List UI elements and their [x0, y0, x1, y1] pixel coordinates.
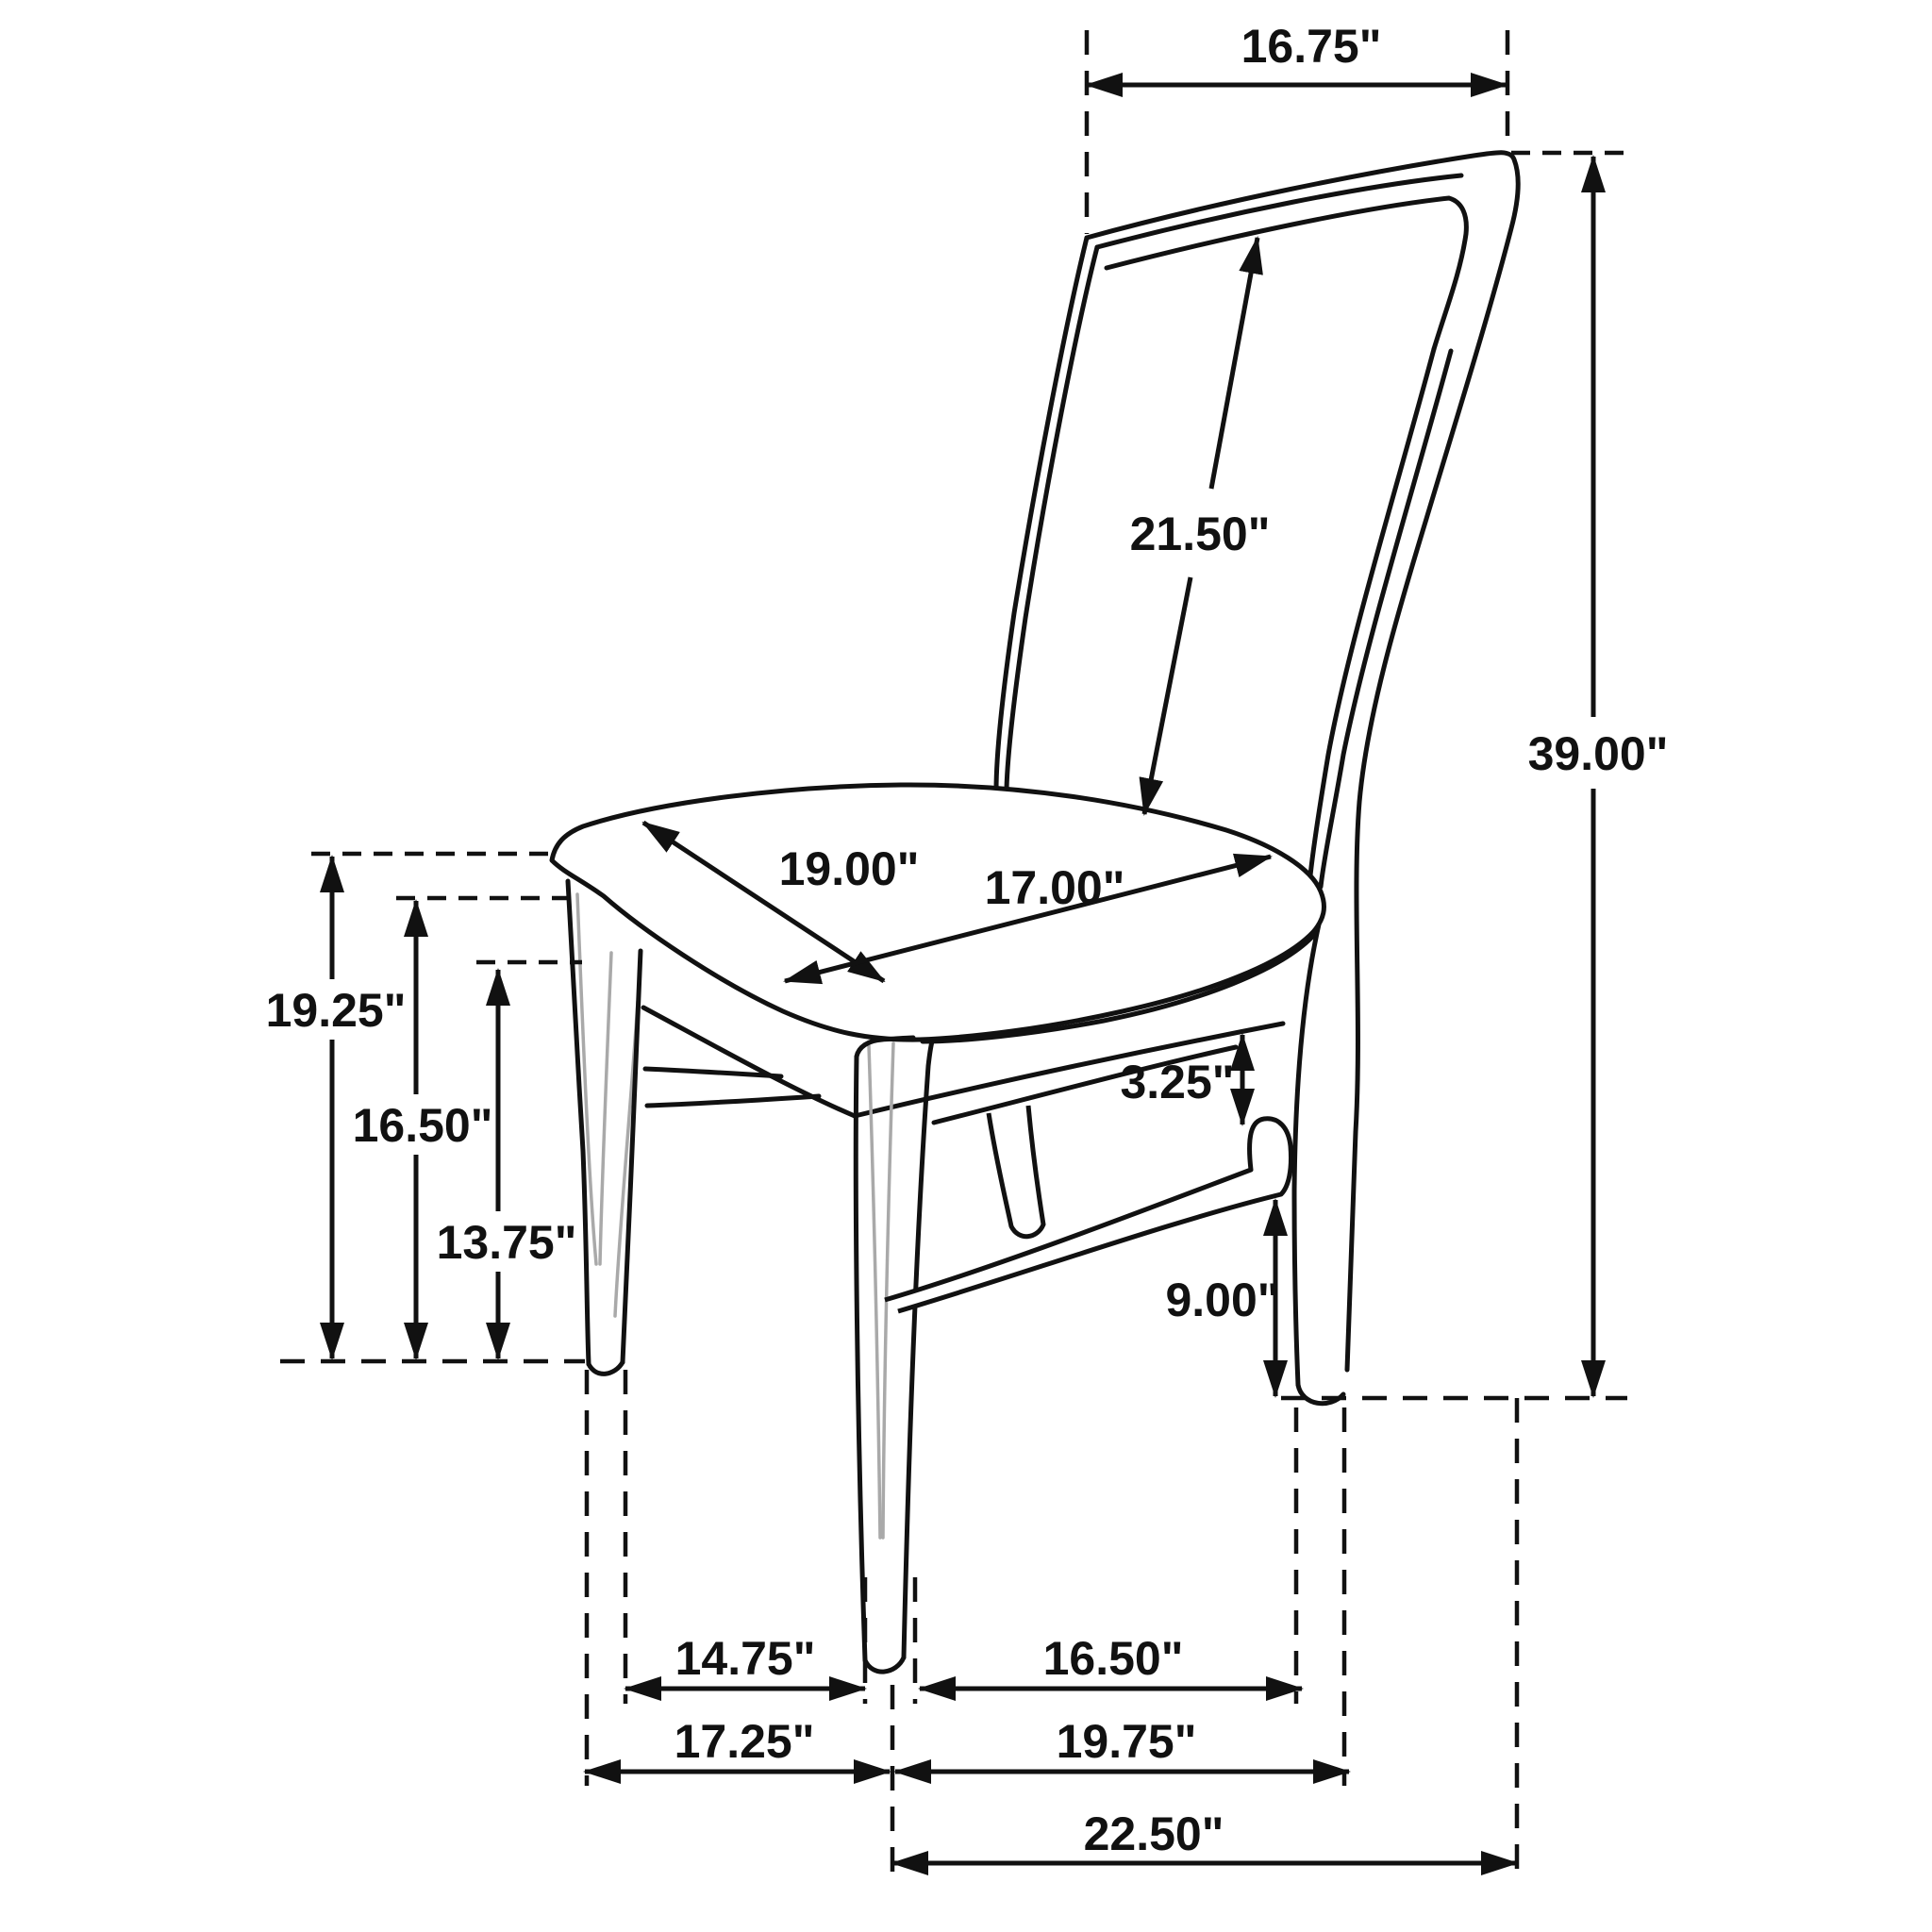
dim-stretcher-height [1165, 1200, 1279, 1396]
dim-back-height [1130, 238, 1271, 814]
dim-overall-depth [892, 1807, 1517, 1863]
dimension-label: 21.50" [1129, 508, 1271, 560]
rear-leg-front-edge [1294, 924, 1319, 1385]
back-right-front-edge-b [1321, 351, 1451, 887]
chair-seat [552, 785, 1324, 1041]
dimension-label: 16.50" [1042, 1632, 1184, 1685]
dimension-arrow [1211, 238, 1257, 489]
dimension-label: 3.25" [1120, 1056, 1235, 1108]
dim-side-leg-spacing [920, 1632, 1302, 1689]
dim-seat-frame-height [353, 901, 493, 1358]
dimension-arrow [1144, 577, 1191, 814]
dim-back-top-width [1087, 20, 1507, 85]
dim-front-depth-section [585, 1715, 890, 1772]
back-top-and-rear-edge [1087, 153, 1518, 1370]
dimension-label: 19.25" [265, 984, 407, 1037]
dimension-label: 17.25" [674, 1715, 815, 1768]
front-right-leg [856, 1038, 932, 1672]
seat-cushion-outline [552, 785, 1324, 1040]
dimension-label: 14.75" [675, 1632, 816, 1685]
dim-front-leg-spacing [625, 1632, 865, 1689]
dimension-label: 16.50" [352, 1099, 493, 1152]
dimension-label: 17.00" [984, 861, 1125, 914]
dim-rear-depth-section [895, 1715, 1349, 1772]
dim-apron-clearance [437, 970, 577, 1358]
dimension-label: 9.00" [1165, 1274, 1280, 1326]
dimension-label: 16.75" [1241, 20, 1382, 73]
front-right-leg-grain2 [883, 1043, 893, 1538]
front-right-leg-right-edge [904, 1041, 932, 1657]
left-stretcher-bottom [647, 1096, 819, 1106]
front-right-leg-grain [869, 1045, 880, 1538]
front-left-leg-grain2 [600, 953, 611, 1264]
dimension-label: 19.00" [778, 842, 920, 895]
chair-backrest [996, 153, 1518, 1404]
front-left-leg-foot [589, 1362, 623, 1374]
dimension-label: 39.00" [1527, 727, 1669, 780]
far-rear-leg [989, 1106, 1043, 1237]
dimension-label: 13.75" [436, 1216, 577, 1269]
back-inner-line-1 [1097, 175, 1461, 247]
back-right-front-edge-a [1310, 349, 1434, 875]
back-inner-line-1b [1007, 247, 1097, 789]
front-left-leg [568, 881, 641, 1374]
rear-leg-foot [1298, 1385, 1343, 1404]
dimension-label: 19.75" [1056, 1715, 1197, 1768]
dimension-label: 22.50" [1083, 1807, 1224, 1860]
front-right-leg-left-edge2 [856, 1057, 865, 1660]
dim-overall-height [1528, 157, 1669, 1396]
front-right-leg-foot [865, 1657, 904, 1672]
